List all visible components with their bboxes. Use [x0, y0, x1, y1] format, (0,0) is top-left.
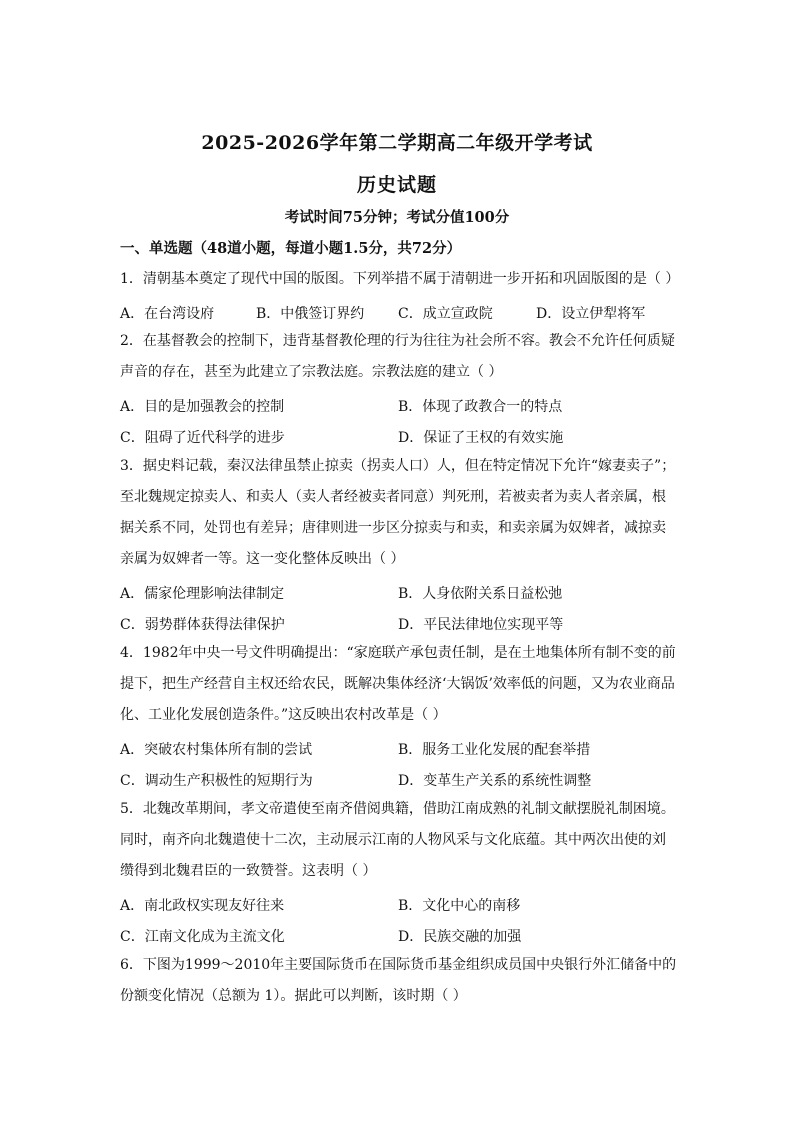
- question-5-stem: 5．北魏改革期间，孝文帝遣使至南齐借阅典籍，借助江南成熟的礼制文献摆脱礼制困境。同时，南齐向北魏遣使十二次，主动展示江南的人物风采与文化底蕴。其中两次出使的刘缵得到北魏君臣的一致赞誉。这表明（ ）: [120, 801, 675, 879]
- question-2-stem: 2．在基督教会的控制下，违背基督教伦理的行为往往为社会所不容。教会不允许任何质疑声音的存在，甚至为此建立了宗教法庭。宗教法庭的建立（ ）: [120, 333, 675, 380]
- subject-title: 历史试题: [356, 174, 437, 196]
- question-4-option-c[interactable]: C．调动生产积极性的短期行为: [120, 773, 313, 789]
- question-3-option-d[interactable]: D．平民法律地位实现平等: [398, 617, 564, 633]
- question-4-option-a[interactable]: A．突破农村集体所有制的尝试: [120, 742, 313, 758]
- question-1-option-c[interactable]: C．成立宣政院: [398, 306, 493, 322]
- question-6-stem: 6．下图为1999～2010年主要国际货币在国际货币基金组织成员国中央银行外汇储备中的份额变化情况（总额为 1）。据此可以判断，该时期（ ）: [120, 957, 677, 1004]
- question-5-option-a[interactable]: A．南北政权实现友好往来: [120, 898, 285, 914]
- question-4-option-d[interactable]: D．变革生产关系的系统性调整: [398, 773, 592, 789]
- question-5-option-b[interactable]: B．文化中心的南移: [398, 898, 521, 914]
- question-2-option-d[interactable]: D．保证了王权的有效实施: [398, 430, 564, 446]
- question-3-stem: 3．据史料记载，秦汉法律虽禁止掠卖（拐卖人口）人，但在特定情况下允许“嫁妻卖子”；至北魏规定掠卖人、和卖人（卖人者经被卖者同意）判死刑，若被卖者为卖人者亲属，根据关系不同，处罚也有差异；唐律则进一步区分掠卖与和卖，和卖亲属为奴婢者，减掠卖亲属为奴婢者一等。这一变化整体反映出（ ）: [120, 458, 676, 567]
- question-1-option-a[interactable]: A．在台湾设府: [120, 306, 215, 322]
- question-1-option-d[interactable]: D．设立伊犁将军: [536, 306, 646, 322]
- question-5-option-d[interactable]: D．民族交融的加强: [398, 929, 522, 945]
- question-1-option-b[interactable]: B．中俄签订界约: [256, 306, 365, 322]
- question-4-stem: 4．1982年中央一号文件明确提出：“家庭联产承包责任制，是在土地集体所有制不变的前提下，把生产经营自主权还给农民，既解决集体经济‘大锅饭’效率低的问题，又为农业商品化、工业化发展创造条件。”这反映出农村改革是（ ）: [120, 645, 676, 723]
- question-2-option-b[interactable]: B．体现了政教合一的特点: [398, 399, 563, 415]
- question-5-option-c[interactable]: C．江南文化成为主流文化: [120, 929, 285, 945]
- question-1-stem: 1．清朝基本奠定了现代中国的版图。下列举措不属于清朝进一步开拓和巩固版图的是（ ）: [120, 271, 680, 287]
- question-4-option-b[interactable]: B．服务工业化发展的配套举措: [398, 742, 591, 758]
- section-heading: 一、单选题（48道小题，每道小题1.5分，共72分）: [120, 240, 462, 257]
- exam-title: 2025-2026学年第二学期高二年级开学考试: [201, 132, 593, 154]
- question-3-option-c[interactable]: C．弱势群体获得法律保护: [120, 617, 285, 633]
- question-3-option-b[interactable]: B．人身依附关系日益松弛: [398, 586, 563, 602]
- question-2-option-c[interactable]: C．阻碍了近代科学的进步: [120, 430, 285, 446]
- question-2-option-a[interactable]: A．目的是加强教会的控制: [120, 399, 285, 415]
- question-3-option-a[interactable]: A．儒家伦理影响法律制定: [120, 586, 285, 602]
- exam-info: 考试时间75分钟；考试分值100分: [284, 209, 510, 226]
